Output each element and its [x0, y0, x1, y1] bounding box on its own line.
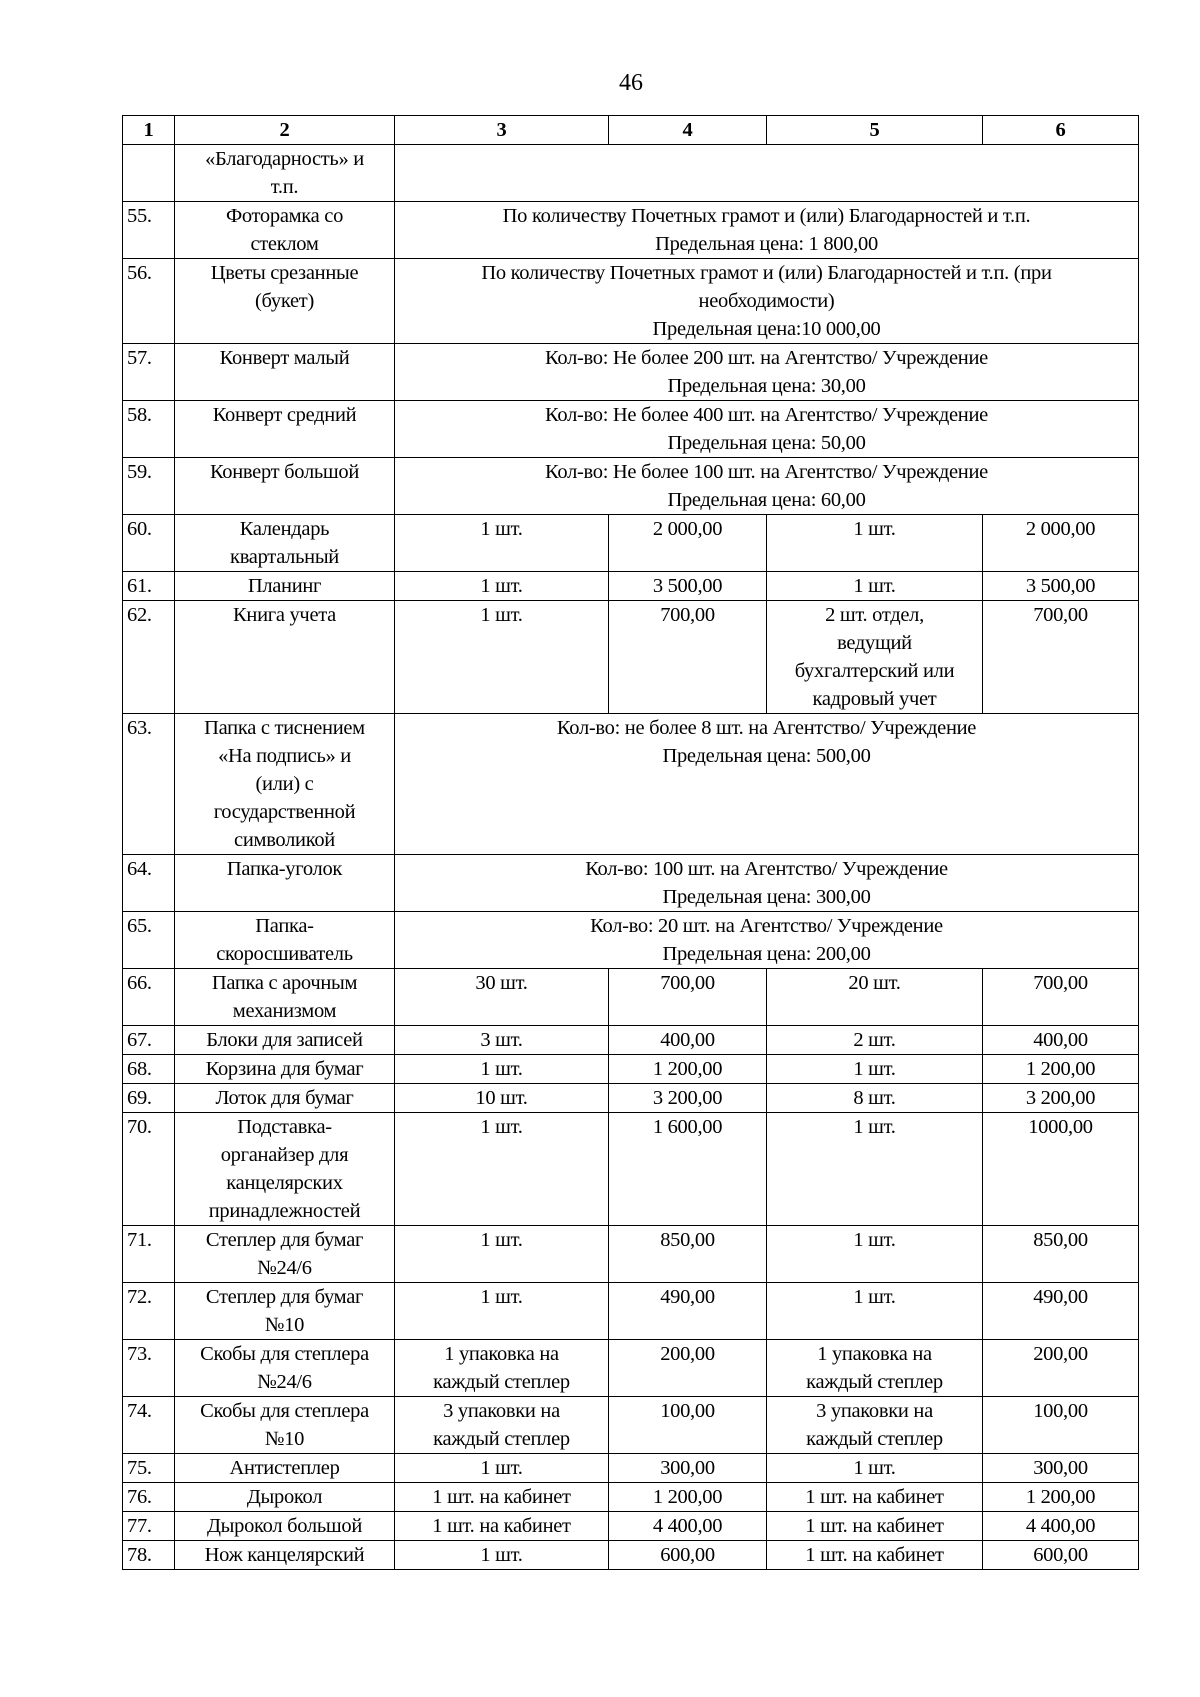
quantity-cell: 1 упаковка на каждый степлер: [395, 1340, 609, 1397]
column-header: 4: [609, 116, 767, 145]
quantity-cell: 2 шт.: [767, 1026, 983, 1055]
item-name: Дырокол большой: [175, 1512, 395, 1541]
table-row: [123, 855, 1139, 912]
price-cell: 600,00: [609, 1541, 767, 1570]
table-row: [123, 1055, 1139, 1084]
table-row: [123, 1483, 1139, 1512]
quantity-cell: 8 шт.: [767, 1084, 983, 1113]
table-row: [123, 969, 1139, 1026]
item-name: Папка- скоросшиватель: [175, 912, 395, 969]
price-cell: 1 200,00: [609, 1483, 767, 1512]
quantity-cell: 1 шт.: [767, 1454, 983, 1483]
price-cell: 100,00: [983, 1397, 1139, 1454]
quantity-cell: 1 шт.: [767, 1113, 983, 1226]
price-cell: 300,00: [983, 1454, 1139, 1483]
price-cell: 600,00: [983, 1541, 1139, 1570]
item-name: Конверт большой: [175, 458, 395, 515]
item-name: Цветы срезанные (букет): [175, 259, 395, 344]
table-row: [123, 515, 1139, 572]
quantity-cell: 1 шт.: [395, 572, 609, 601]
quantity-cell: 30 шт.: [395, 969, 609, 1026]
row-number: 56.: [123, 259, 175, 344]
item-name: Папка с арочным механизмом: [175, 969, 395, 1026]
price-cell: 700,00: [609, 601, 767, 714]
price-cell: 2 000,00: [983, 515, 1139, 572]
price-cell: 1 200,00: [609, 1055, 767, 1084]
price-cell: 200,00: [983, 1340, 1139, 1397]
quantity-cell: 1 шт.: [395, 1541, 609, 1570]
column-header: 3: [395, 116, 609, 145]
row-number: 70.: [123, 1113, 175, 1226]
quantity-cell: 1 шт.: [395, 1226, 609, 1283]
row-number: 64.: [123, 855, 175, 912]
table-row: [123, 1283, 1139, 1340]
row-number: 57.: [123, 344, 175, 401]
table-row: [123, 1340, 1139, 1397]
quantity-cell: 2 шт. отдел, ведущий бухгалтерский или кадровый учет: [767, 601, 983, 714]
table-row: [123, 1113, 1139, 1226]
table-row: [123, 1512, 1139, 1541]
merged-norm-cell: Кол-во: Не более 100 шт. на Агентство/ Учреждение Предельная цена: 60,00: [395, 458, 1139, 515]
row-number: 55.: [123, 202, 175, 259]
item-name: Подставка- органайзер для канцелярских принадлежностей: [175, 1113, 395, 1226]
table-row: [123, 601, 1139, 714]
row-number: 77.: [123, 1512, 175, 1541]
row-number: 65.: [123, 912, 175, 969]
table-row: [123, 259, 1139, 344]
page-number: 46: [619, 70, 643, 96]
price-cell: 1 200,00: [983, 1055, 1139, 1084]
quantity-cell: 1 шт.: [767, 572, 983, 601]
row-number: [123, 145, 175, 202]
item-name: «Благодарность» и т.п.: [175, 145, 395, 202]
item-name: Календарь квартальный: [175, 515, 395, 572]
price-cell: 100,00: [609, 1397, 767, 1454]
row-number: 71.: [123, 1226, 175, 1283]
price-cell: 4 400,00: [609, 1512, 767, 1541]
quantity-cell: 1 шт.: [395, 515, 609, 572]
merged-norm-cell: Кол-во: Не более 400 шт. на Агентство/ Учреждение Предельная цена: 50,00: [395, 401, 1139, 458]
column-header: 5: [767, 116, 983, 145]
price-cell: 400,00: [609, 1026, 767, 1055]
item-name: Нож канцелярский: [175, 1541, 395, 1570]
price-cell: 3 200,00: [983, 1084, 1139, 1113]
row-number: 61.: [123, 572, 175, 601]
quantity-cell: 3 упаковки на каждый степлер: [395, 1397, 609, 1454]
table-row: [123, 1397, 1139, 1454]
quantity-cell: 1 шт. на кабинет: [395, 1483, 609, 1512]
column-header: 1: [123, 116, 175, 145]
row-number: 66.: [123, 969, 175, 1026]
quantity-cell: 1 шт. на кабинет: [395, 1512, 609, 1541]
price-cell: 700,00: [983, 969, 1139, 1026]
table-body: [123, 116, 1139, 1570]
quantity-cell: 3 упаковки на каждый степлер: [767, 1397, 983, 1454]
quantity-cell: 1 шт.: [395, 1454, 609, 1483]
row-number: 63.: [123, 714, 175, 855]
quantity-cell: 20 шт.: [767, 969, 983, 1026]
price-cell: 3 500,00: [983, 572, 1139, 601]
row-number: 67.: [123, 1026, 175, 1055]
table-row: [123, 1026, 1139, 1055]
supplies-table: [122, 115, 1139, 1570]
table-row: [123, 1226, 1139, 1283]
price-cell: 700,00: [983, 601, 1139, 714]
table-row: [123, 572, 1139, 601]
table-row: [123, 1454, 1139, 1483]
item-name: Книга учета: [175, 601, 395, 714]
price-cell: 4 400,00: [983, 1512, 1139, 1541]
row-number: 58.: [123, 401, 175, 458]
quantity-cell: 1 шт.: [395, 601, 609, 714]
price-cell: 850,00: [983, 1226, 1139, 1283]
table-row: [123, 344, 1139, 401]
column-header: 6: [983, 116, 1139, 145]
quantity-cell: 1 шт.: [767, 1283, 983, 1340]
price-cell: 1 200,00: [983, 1483, 1139, 1512]
quantity-cell: 1 шт. на кабинет: [767, 1541, 983, 1570]
table-row: [123, 1541, 1139, 1570]
row-number: 75.: [123, 1454, 175, 1483]
price-cell: 1 600,00: [609, 1113, 767, 1226]
quantity-cell: 1 шт. на кабинет: [767, 1512, 983, 1541]
price-cell: 2 000,00: [609, 515, 767, 572]
item-name: Конверт средний: [175, 401, 395, 458]
quantity-cell: 1 шт.: [767, 1055, 983, 1084]
item-name: Скобы для степлера №24/6: [175, 1340, 395, 1397]
item-name: Антистеплер: [175, 1454, 395, 1483]
item-name: Степлер для бумаг №24/6: [175, 1226, 395, 1283]
item-name: Дырокол: [175, 1483, 395, 1512]
quantity-cell: 1 шт.: [395, 1055, 609, 1084]
table-row: [123, 912, 1139, 969]
price-cell: 400,00: [983, 1026, 1139, 1055]
row-number: 78.: [123, 1541, 175, 1570]
item-name: Папка с тиснением «На подпись» и (или) с государственной символикой: [175, 714, 395, 855]
item-name: Степлер для бумаг №10: [175, 1283, 395, 1340]
item-name: Планинг: [175, 572, 395, 601]
item-name: Фоторамка со стеклом: [175, 202, 395, 259]
quantity-cell: 3 шт.: [395, 1026, 609, 1055]
table-header-row: [123, 116, 1139, 145]
merged-norm-cell: Кол-во: 100 шт. на Агентство/ Учреждение Предельная цена: 300,00: [395, 855, 1139, 912]
merged-norm-cell: [395, 145, 1139, 202]
column-header: 2: [175, 116, 395, 145]
merged-norm-cell: По количеству Почетных грамот и (или) Благодарностей и т.п. Предельная цена: 1 800,00: [395, 202, 1139, 259]
row-number: 74.: [123, 1397, 175, 1454]
merged-norm-cell: По количеству Почетных грамот и (или) Благодарностей и т.п. (при необходимости) Предельная цена:10 000,00: [395, 259, 1139, 344]
row-number: 60.: [123, 515, 175, 572]
price-cell: 490,00: [983, 1283, 1139, 1340]
price-cell: 1000,00: [983, 1113, 1139, 1226]
item-name: Лоток для бумаг: [175, 1084, 395, 1113]
item-name: Блоки для записей: [175, 1026, 395, 1055]
row-number: 69.: [123, 1084, 175, 1113]
table-row: [123, 145, 1139, 202]
price-cell: 490,00: [609, 1283, 767, 1340]
table-row: [123, 202, 1139, 259]
price-cell: 3 200,00: [609, 1084, 767, 1113]
quantity-cell: 1 шт. на кабинет: [767, 1483, 983, 1512]
quantity-cell: 1 шт.: [395, 1283, 609, 1340]
row-number: 76.: [123, 1483, 175, 1512]
merged-norm-cell: Кол-во: Не более 200 шт. на Агентство/ Учреждение Предельная цена: 30,00: [395, 344, 1139, 401]
table-row: [123, 458, 1139, 515]
row-number: 72.: [123, 1283, 175, 1340]
quantity-cell: 10 шт.: [395, 1084, 609, 1113]
item-name: Корзина для бумаг: [175, 1055, 395, 1084]
merged-norm-cell: Кол-во: не более 8 шт. на Агентство/ Учреждение Предельная цена: 500,00: [395, 714, 1139, 855]
price-cell: 3 500,00: [609, 572, 767, 601]
row-number: 62.: [123, 601, 175, 714]
item-name: Папка-уголок: [175, 855, 395, 912]
table-row: [123, 401, 1139, 458]
quantity-cell: 1 шт.: [767, 1226, 983, 1283]
row-number: 59.: [123, 458, 175, 515]
item-name: Конверт малый: [175, 344, 395, 401]
row-number: 68.: [123, 1055, 175, 1084]
price-cell: 200,00: [609, 1340, 767, 1397]
quantity-cell: 1 упаковка на каждый степлер: [767, 1340, 983, 1397]
item-name: Скобы для степлера №10: [175, 1397, 395, 1454]
merged-norm-cell: Кол-во: 20 шт. на Агентство/ Учреждение Предельная цена: 200,00: [395, 912, 1139, 969]
table-row: [123, 1084, 1139, 1113]
quantity-cell: 1 шт.: [395, 1113, 609, 1226]
quantity-cell: 1 шт.: [767, 515, 983, 572]
price-cell: 700,00: [609, 969, 767, 1026]
price-cell: 850,00: [609, 1226, 767, 1283]
row-number: 73.: [123, 1340, 175, 1397]
table-row: [123, 714, 1139, 855]
price-cell: 300,00: [609, 1454, 767, 1483]
